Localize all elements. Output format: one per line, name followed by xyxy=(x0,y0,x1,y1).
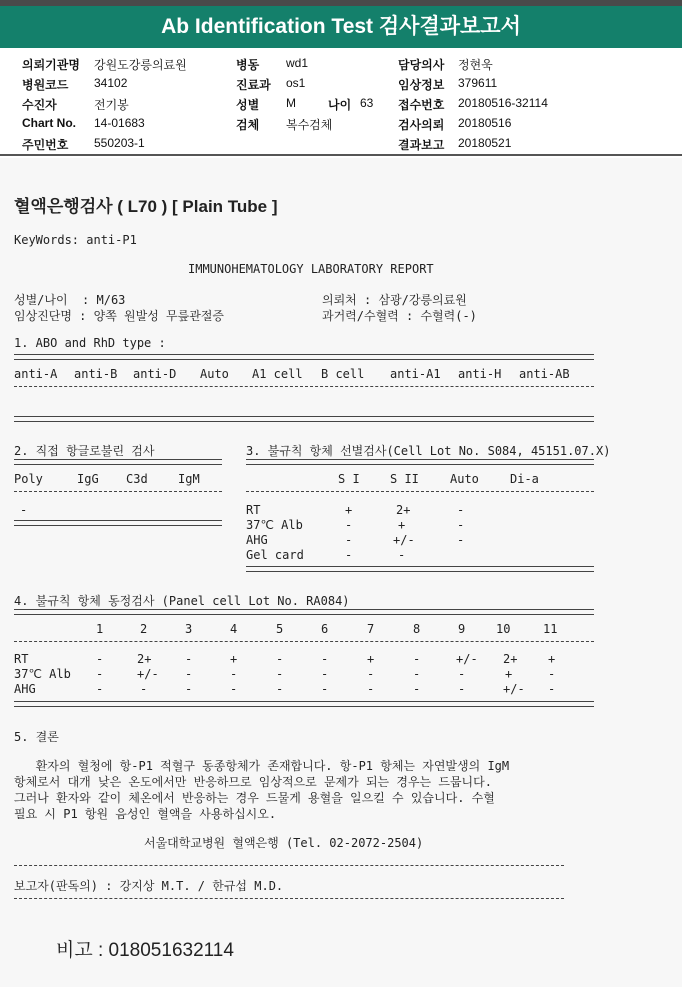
value-hospital-code: 34102 xyxy=(94,76,128,90)
s4-col: 4 xyxy=(230,622,238,636)
s4-col: 10 xyxy=(496,622,511,636)
s4-cell: + xyxy=(505,667,513,681)
s1-col-anti-a1: anti-A1 xyxy=(390,367,441,381)
reporter: 보고자(판독의) : 강지상 M.T. / 한규섭 M.D. xyxy=(14,879,284,893)
label-clinical-info: 임상정보 xyxy=(398,78,445,92)
header-separator xyxy=(0,154,682,156)
s4-row-label: RT xyxy=(14,652,29,666)
s4-cell: - xyxy=(413,652,421,666)
label-chart-no: Chart No. xyxy=(22,116,76,130)
s4-cell: - xyxy=(230,667,238,681)
conclusion-line-1: 환자의 혈청에 항-P1 적혈구 동종항체가 존재합니다. 항-P1 항체는 자연발생의 IgM xyxy=(14,759,510,773)
s4-cell: - xyxy=(458,682,466,696)
s2-col-igg: IgG xyxy=(77,472,99,486)
value-department: os1 xyxy=(286,76,306,90)
s4-cell: 2+ xyxy=(137,652,152,666)
value-institution: 강원도강릉의료원 xyxy=(94,58,187,72)
s2-col-igm: IgM xyxy=(178,472,200,486)
s4-col: 9 xyxy=(458,622,466,636)
keywords: KeyWords: anti-P1 xyxy=(14,233,137,247)
s4-col: 11 xyxy=(543,622,558,636)
requester: 의뢰처 : 삼광/강릉의료원 xyxy=(322,293,467,307)
section5-title: 5. 결론 xyxy=(14,730,59,744)
section1-title: 1. ABO and RhD type : xyxy=(14,336,166,350)
section1-rule-bottom xyxy=(14,416,594,422)
label-specimen: 검체 xyxy=(236,118,260,132)
label-sex: 성별 xyxy=(236,98,260,112)
s4-cell: - xyxy=(367,682,375,696)
s4-cell: +/- xyxy=(456,652,478,666)
remarks: 비고 : 018051632114 xyxy=(56,940,234,961)
value-age: 63 xyxy=(360,96,374,110)
s4-cell: - xyxy=(96,682,104,696)
scanned-report xyxy=(0,158,682,987)
s4-col: 2 xyxy=(140,622,148,636)
label-resident-no: 주민번호 xyxy=(22,138,69,152)
value-chart-no: 14-01683 xyxy=(94,116,145,130)
s1-col-b-cell: B cell xyxy=(321,367,365,381)
section2-rule-mid xyxy=(14,491,222,492)
s4-col: 5 xyxy=(276,622,284,636)
sex-age: 성별/나이 : M/63 xyxy=(14,293,126,307)
s4-cell: - xyxy=(321,667,329,681)
s4-cell: - xyxy=(96,667,104,681)
s4-col: 7 xyxy=(367,622,375,636)
section4-rule-mid xyxy=(14,641,594,642)
s4-cell: - xyxy=(230,682,238,696)
s3-cell: - xyxy=(457,533,465,547)
label-report-date: 결과보고 xyxy=(398,138,445,152)
s4-cell: + xyxy=(548,652,556,666)
conclusion-line-2: 항체로서 대개 낮은 온도에서만 반응하므로 임상적으로 문제가 되는 경우는 드뭅니다. xyxy=(14,775,492,789)
section1-rule-top xyxy=(14,354,594,360)
s3-col-auto: Auto xyxy=(450,472,479,486)
s3-row-label: AHG xyxy=(246,533,268,547)
section3-title: 3. 불규칙 항체 선별검사(Cell Lot No. S084, 45151.07.X) xyxy=(246,444,611,458)
s4-cell: - xyxy=(276,667,284,681)
s1-col-auto: Auto xyxy=(200,367,229,381)
s2-col-poly: Poly xyxy=(14,472,43,486)
s4-row-label: AHG xyxy=(14,682,36,696)
s4-cell: +/- xyxy=(137,667,159,681)
s3-cell: - xyxy=(457,518,465,532)
report-title: 혈액은행검사 ( L70 ) [ Plain Tube ] xyxy=(14,197,278,216)
s4-cell: + xyxy=(230,652,238,666)
s3-row-label: Gel card xyxy=(246,548,304,562)
s4-cell: - xyxy=(185,667,193,681)
s1-col-anti-a: anti-A xyxy=(14,367,58,381)
s3-cell: - xyxy=(345,548,353,562)
s2-result: - xyxy=(20,503,28,517)
value-physician: 정현욱 xyxy=(458,58,493,72)
value-clinical-info: 379611 xyxy=(458,76,498,90)
section3-rule-mid xyxy=(246,491,594,492)
section3-rule-bottom xyxy=(246,566,594,572)
label-request-date: 검사의뢰 xyxy=(398,118,445,132)
s4-row-label: 37℃ Alb xyxy=(14,667,71,681)
s4-cell: - xyxy=(548,667,556,681)
label-age: 나이 xyxy=(328,98,352,112)
section1-rule-mid xyxy=(14,386,594,387)
label-department: 진료과 xyxy=(236,78,271,92)
footer-rule-top xyxy=(14,865,564,866)
footer-rule-bottom xyxy=(14,898,564,899)
s3-cell: - xyxy=(398,548,406,562)
s4-cell: + xyxy=(367,652,375,666)
hospital-contact: 서울대학교병원 혈액은행 (Tel. 02-2072-2504) xyxy=(144,836,424,850)
s3-col-di-a: Di-a xyxy=(510,472,539,486)
label-receipt-no: 접수번호 xyxy=(398,98,445,112)
conclusion-line-3: 그러나 환자와 같이 체온에서 반응하는 경우 드물게 용혈을 일으킬 수 있습니다. 수혈 xyxy=(14,791,495,805)
s4-col: 3 xyxy=(185,622,193,636)
s4-cell: - xyxy=(185,682,193,696)
s1-col-anti-b: anti-B xyxy=(74,367,118,381)
s4-cell: - xyxy=(96,652,104,666)
section4-rule-top xyxy=(14,609,594,615)
s4-cell: - xyxy=(548,682,556,696)
label-physician: 담당의사 xyxy=(398,58,445,72)
report-banner xyxy=(0,6,682,48)
conclusion-line-4: 필요 시 P1 항원 음성인 혈액을 사용하십시오. xyxy=(14,807,277,821)
s1-col-a1-cell: A1 cell xyxy=(252,367,303,381)
s1-col-anti-d: anti-D xyxy=(133,367,177,381)
s3-cell: - xyxy=(457,503,465,517)
section2-rule-top xyxy=(14,459,222,465)
s4-cell: - xyxy=(413,682,421,696)
s3-cell: 2+ xyxy=(396,503,411,517)
clinical-diagnosis: 임상진단명 : 양쪽 원발성 무릎관절증 xyxy=(14,309,225,323)
s2-col-c3d: C3d xyxy=(126,472,148,486)
s3-cell: + xyxy=(398,518,406,532)
label-hospital-code: 병원코드 xyxy=(22,78,69,92)
s4-cell: - xyxy=(140,682,148,696)
value-request-date: 20180516 xyxy=(458,116,512,130)
s4-cell: - xyxy=(276,652,284,666)
s4-cell: - xyxy=(185,652,193,666)
s3-row-label: RT xyxy=(246,503,261,517)
section4-rule-bottom xyxy=(14,701,594,707)
label-ward: 병동 xyxy=(236,58,260,72)
s4-col: 8 xyxy=(413,622,421,636)
s3-cell: - xyxy=(345,533,353,547)
section3-rule-top xyxy=(246,459,594,465)
s1-col-anti-h: anti-H xyxy=(458,367,502,381)
s4-cell: 2+ xyxy=(503,652,518,666)
s3-cell: - xyxy=(345,518,353,532)
s4-cell: - xyxy=(321,652,329,666)
value-report-date: 20180521 xyxy=(458,136,512,150)
s3-row-label: 37℃ Alb xyxy=(246,518,303,532)
s3-col-s1: S I xyxy=(338,472,360,486)
s4-cell: - xyxy=(367,667,375,681)
s1-col-anti-ab: anti-AB xyxy=(519,367,570,381)
s4-col: 6 xyxy=(321,622,329,636)
value-specimen: 복수검체 xyxy=(286,118,333,132)
s4-cell: - xyxy=(321,682,329,696)
label-patient: 수진자 xyxy=(22,98,57,112)
s3-cell: + xyxy=(345,503,353,517)
value-patient: 전기봉 xyxy=(94,98,129,112)
s4-cell: - xyxy=(458,667,466,681)
report-subtitle: IMMUNOHEMATOLOGY LABORATORY REPORT xyxy=(188,262,434,276)
s4-cell: - xyxy=(276,682,284,696)
s3-col-s2: S II xyxy=(390,472,419,486)
s4-col: 1 xyxy=(96,622,104,636)
value-receipt-no: 20180516-32114 xyxy=(458,96,548,110)
transfusion-history: 과거력/수혈력 : 수혈력(-) xyxy=(322,309,477,323)
banner-title: Ab Identification Test 검사결과보고서 xyxy=(161,15,521,38)
section2-title: 2. 직접 항글로불린 검사 xyxy=(14,444,155,458)
value-ward: wd1 xyxy=(286,56,309,70)
s4-cell: - xyxy=(413,667,421,681)
section2-rule-bottom xyxy=(14,520,222,526)
s4-cell: +/- xyxy=(503,682,525,696)
value-sex: M xyxy=(286,96,296,110)
patient-info-header xyxy=(0,52,682,152)
section4-title: 4. 불규칙 항체 동정검사 (Panel cell Lot No. RA084) xyxy=(14,594,350,608)
value-resident-no: 550203-1 xyxy=(94,136,145,150)
label-institution: 의뢰기관명 xyxy=(22,58,80,72)
s3-cell: +/- xyxy=(393,533,415,547)
